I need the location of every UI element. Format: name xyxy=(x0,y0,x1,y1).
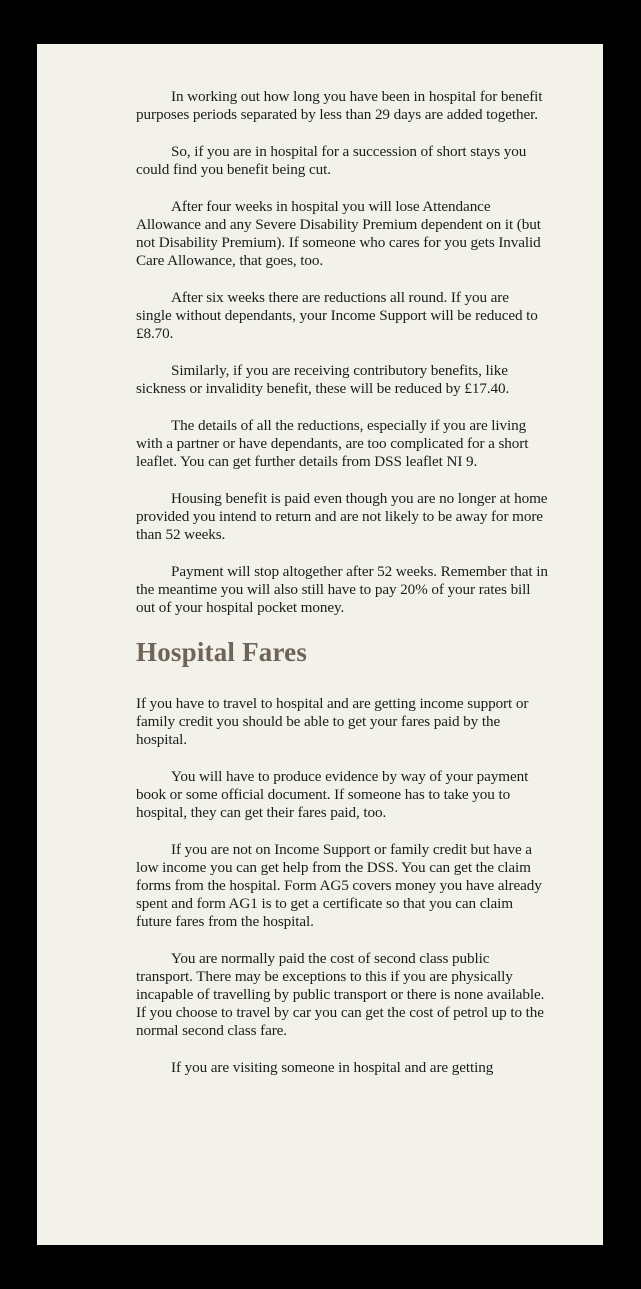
paragraph-evidence: You will have to produce evidence by way of your payment book or some official document. If someone has to take you to hospital, they can get their fares paid, too. xyxy=(136,768,529,821)
page-content xyxy=(136,88,548,1096)
paragraph-visiting: If you are visiting someone in hospital and are getting xyxy=(171,1059,494,1076)
paragraph-hospital-period: In working out how long you have been in hospital for benefit purposes periods separated by less than 29 days are added together. xyxy=(136,88,543,123)
paragraph-four-weeks: After four weeks in hospital you will lose Attendance Allowance and any Severe Disability Premium dependent on it (but not Disability Premium). If someone who cares for you gets Invalid Care Allowance, that goes, too. xyxy=(136,198,541,269)
paragraph-housing-benefit: Housing benefit is paid even though you are no longer at home provided you intend to return and are not likely to be away for more than 52 weeks. xyxy=(136,490,548,543)
paragraph-payment-stop: Payment will stop altogether after 52 weeks. Remember that in the meantime you will also still have to pay 20% of your rates bill out of your hospital pocket money. xyxy=(136,563,548,616)
paragraph-second-class: You are normally paid the cost of second class public transport. There may be exceptions to this if you are physically incapable of travelling by public transport or there is none available. If you choose to travel by car you can get the cost of petrol up to the normal second class fare. xyxy=(136,950,545,1039)
paragraph-contributory-benefits: Similarly, if you are receiving contributory benefits, like sickness or invalidity benefit, these will be reduced by £17.40. xyxy=(136,362,510,397)
paragraph-short-stays: So, if you are in hospital for a succession of short stays you could find you benefit being cut. xyxy=(136,143,527,178)
section-heading-hospital-fares: Hospital Fares xyxy=(136,637,308,667)
paragraph-fares-paid: If you have to travel to hospital and are getting income support or family credit you should be able to get your fares paid by the hospital. xyxy=(136,695,529,748)
paragraph-low-income: If you are not on Income Support or family credit but have a low income you can get help from the DSS. You can get the claim forms from the hospital. Form AG5 covers money you have already spent and form AG1 is to get a certificate so that you can claim future fares from the hospital. xyxy=(136,841,542,930)
paragraph-reduction-details: The details of all the reductions, especially if you are living with a partner or have dependants, are too complicated for a short leaflet. You can get further details from DSS leaflet NI 9. xyxy=(136,417,529,470)
leaflet-page xyxy=(37,44,603,1245)
paragraph-six-weeks: After six weeks there are reductions all round. If you are single without dependants, your Income Support will be reduced to £8.70. xyxy=(136,289,538,342)
